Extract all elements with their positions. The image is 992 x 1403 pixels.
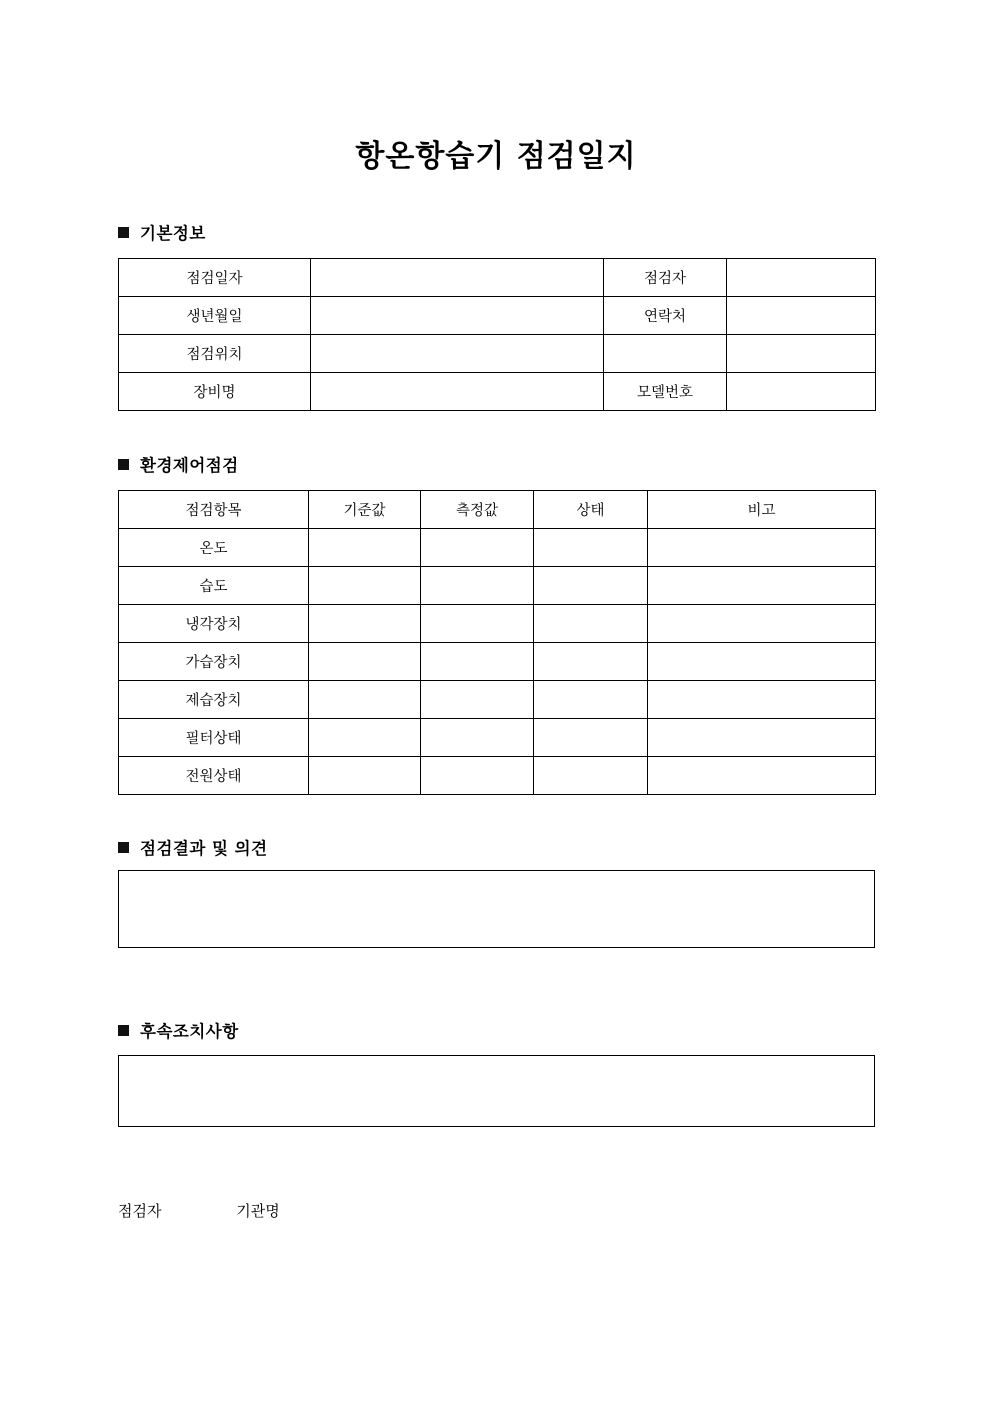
cell-measured-power-condition[interactable] [421,757,534,795]
signature-organization-label: 기관명 [236,1202,280,1220]
label-inspection-location: 점검위치 [119,335,311,373]
cell-status-filter-condition[interactable] [534,719,648,757]
cell-status-cooling-unit[interactable] [534,605,648,643]
signature-line [118,1200,280,1221]
cell-measured-humidifier[interactable] [421,643,534,681]
table-row [119,297,876,335]
section-heading-result-opinion [118,835,268,859]
column-header-status: 상태 [534,491,648,529]
section-heading-follow-up-label: 후속조치사항 [140,1022,239,1041]
table-row [119,681,876,719]
label-birth-date: 생년월일 [119,297,311,335]
cell-remark-power-condition[interactable] [648,757,876,795]
cell-status-power-condition[interactable] [534,757,648,795]
basic-info-table [118,258,876,411]
cell-standard-temperature[interactable] [309,529,421,567]
row-label-filter-condition: 필터상태 [119,719,309,757]
label-contact: 연락처 [604,297,727,335]
cell-remark-humidity[interactable] [648,567,876,605]
signature-inspector-label: 점검자 [118,1202,162,1220]
row-label-humidity: 습도 [119,567,309,605]
table-row [119,757,876,795]
label-equipment-name: 장비명 [119,373,311,411]
section-heading-result-opinion-label: 점검결과 및 의견 [140,839,268,858]
result-opinion-textarea[interactable] [118,870,875,948]
cell-standard-dehumidifier[interactable] [309,681,421,719]
field-empty-cell[interactable] [727,335,876,373]
cell-standard-cooling-unit[interactable] [309,605,421,643]
column-header-standard-value: 기준값 [309,491,421,529]
table-row [119,605,876,643]
cell-status-humidity[interactable] [534,567,648,605]
page-title: 항온항습기 점검일지 [355,139,637,174]
column-header-measured-value: 측정값 [421,491,534,529]
cell-measured-filter-condition[interactable] [421,719,534,757]
cell-standard-power-condition[interactable] [309,757,421,795]
row-label-dehumidifier: 제습장치 [119,681,309,719]
column-header-item: 점검항목 [119,491,309,529]
row-label-humidifier: 가습장치 [119,643,309,681]
table-header-row [119,491,876,529]
cell-status-temperature[interactable] [534,529,648,567]
cell-standard-filter-condition[interactable] [309,719,421,757]
cell-standard-humidity[interactable] [309,567,421,605]
section-heading-env-control-label: 환경제어점검 [140,456,239,475]
label-inspector: 점검자 [604,259,727,297]
row-label-cooling-unit: 냉각장치 [119,605,309,643]
field-contact[interactable] [727,297,876,335]
field-birth-date[interactable] [311,297,604,335]
table-row [119,567,876,605]
square-bullet-icon [118,459,129,470]
table-row [119,719,876,757]
column-header-remark: 비고 [648,491,876,529]
square-bullet-icon [118,1025,129,1036]
cell-measured-cooling-unit[interactable] [421,605,534,643]
cell-measured-temperature[interactable] [421,529,534,567]
cell-standard-humidifier[interactable] [309,643,421,681]
label-inspection-date: 점검일자 [119,259,311,297]
cell-remark-cooling-unit[interactable] [648,605,876,643]
cell-measured-humidity[interactable] [421,567,534,605]
row-label-power-condition: 전원상태 [119,757,309,795]
env-control-table [118,490,876,795]
cell-measured-dehumidifier[interactable] [421,681,534,719]
table-row [119,529,876,567]
field-model-number[interactable] [727,373,876,411]
label-model-number: 모델번호 [604,373,727,411]
follow-up-textarea[interactable] [118,1055,875,1127]
table-row [119,259,876,297]
field-inspector[interactable] [727,259,876,297]
section-heading-follow-up [118,1018,239,1042]
cell-status-humidifier[interactable] [534,643,648,681]
cell-status-dehumidifier[interactable] [534,681,648,719]
section-heading-basic-info [118,220,206,244]
cell-remark-dehumidifier[interactable] [648,681,876,719]
table-row [119,373,876,411]
cell-remark-temperature[interactable] [648,529,876,567]
table-row [119,335,876,373]
section-heading-basic-info-label: 기본정보 [140,224,206,243]
field-equipment-name[interactable] [311,373,604,411]
field-inspection-location[interactable] [311,335,604,373]
label-empty-cell [604,335,727,373]
section-heading-env-control [118,452,239,476]
cell-remark-filter-condition[interactable] [648,719,876,757]
cell-remark-humidifier[interactable] [648,643,876,681]
square-bullet-icon [118,227,129,238]
field-inspection-date[interactable] [311,259,604,297]
square-bullet-icon [118,842,129,853]
row-label-temperature: 온도 [119,529,309,567]
table-row [119,643,876,681]
